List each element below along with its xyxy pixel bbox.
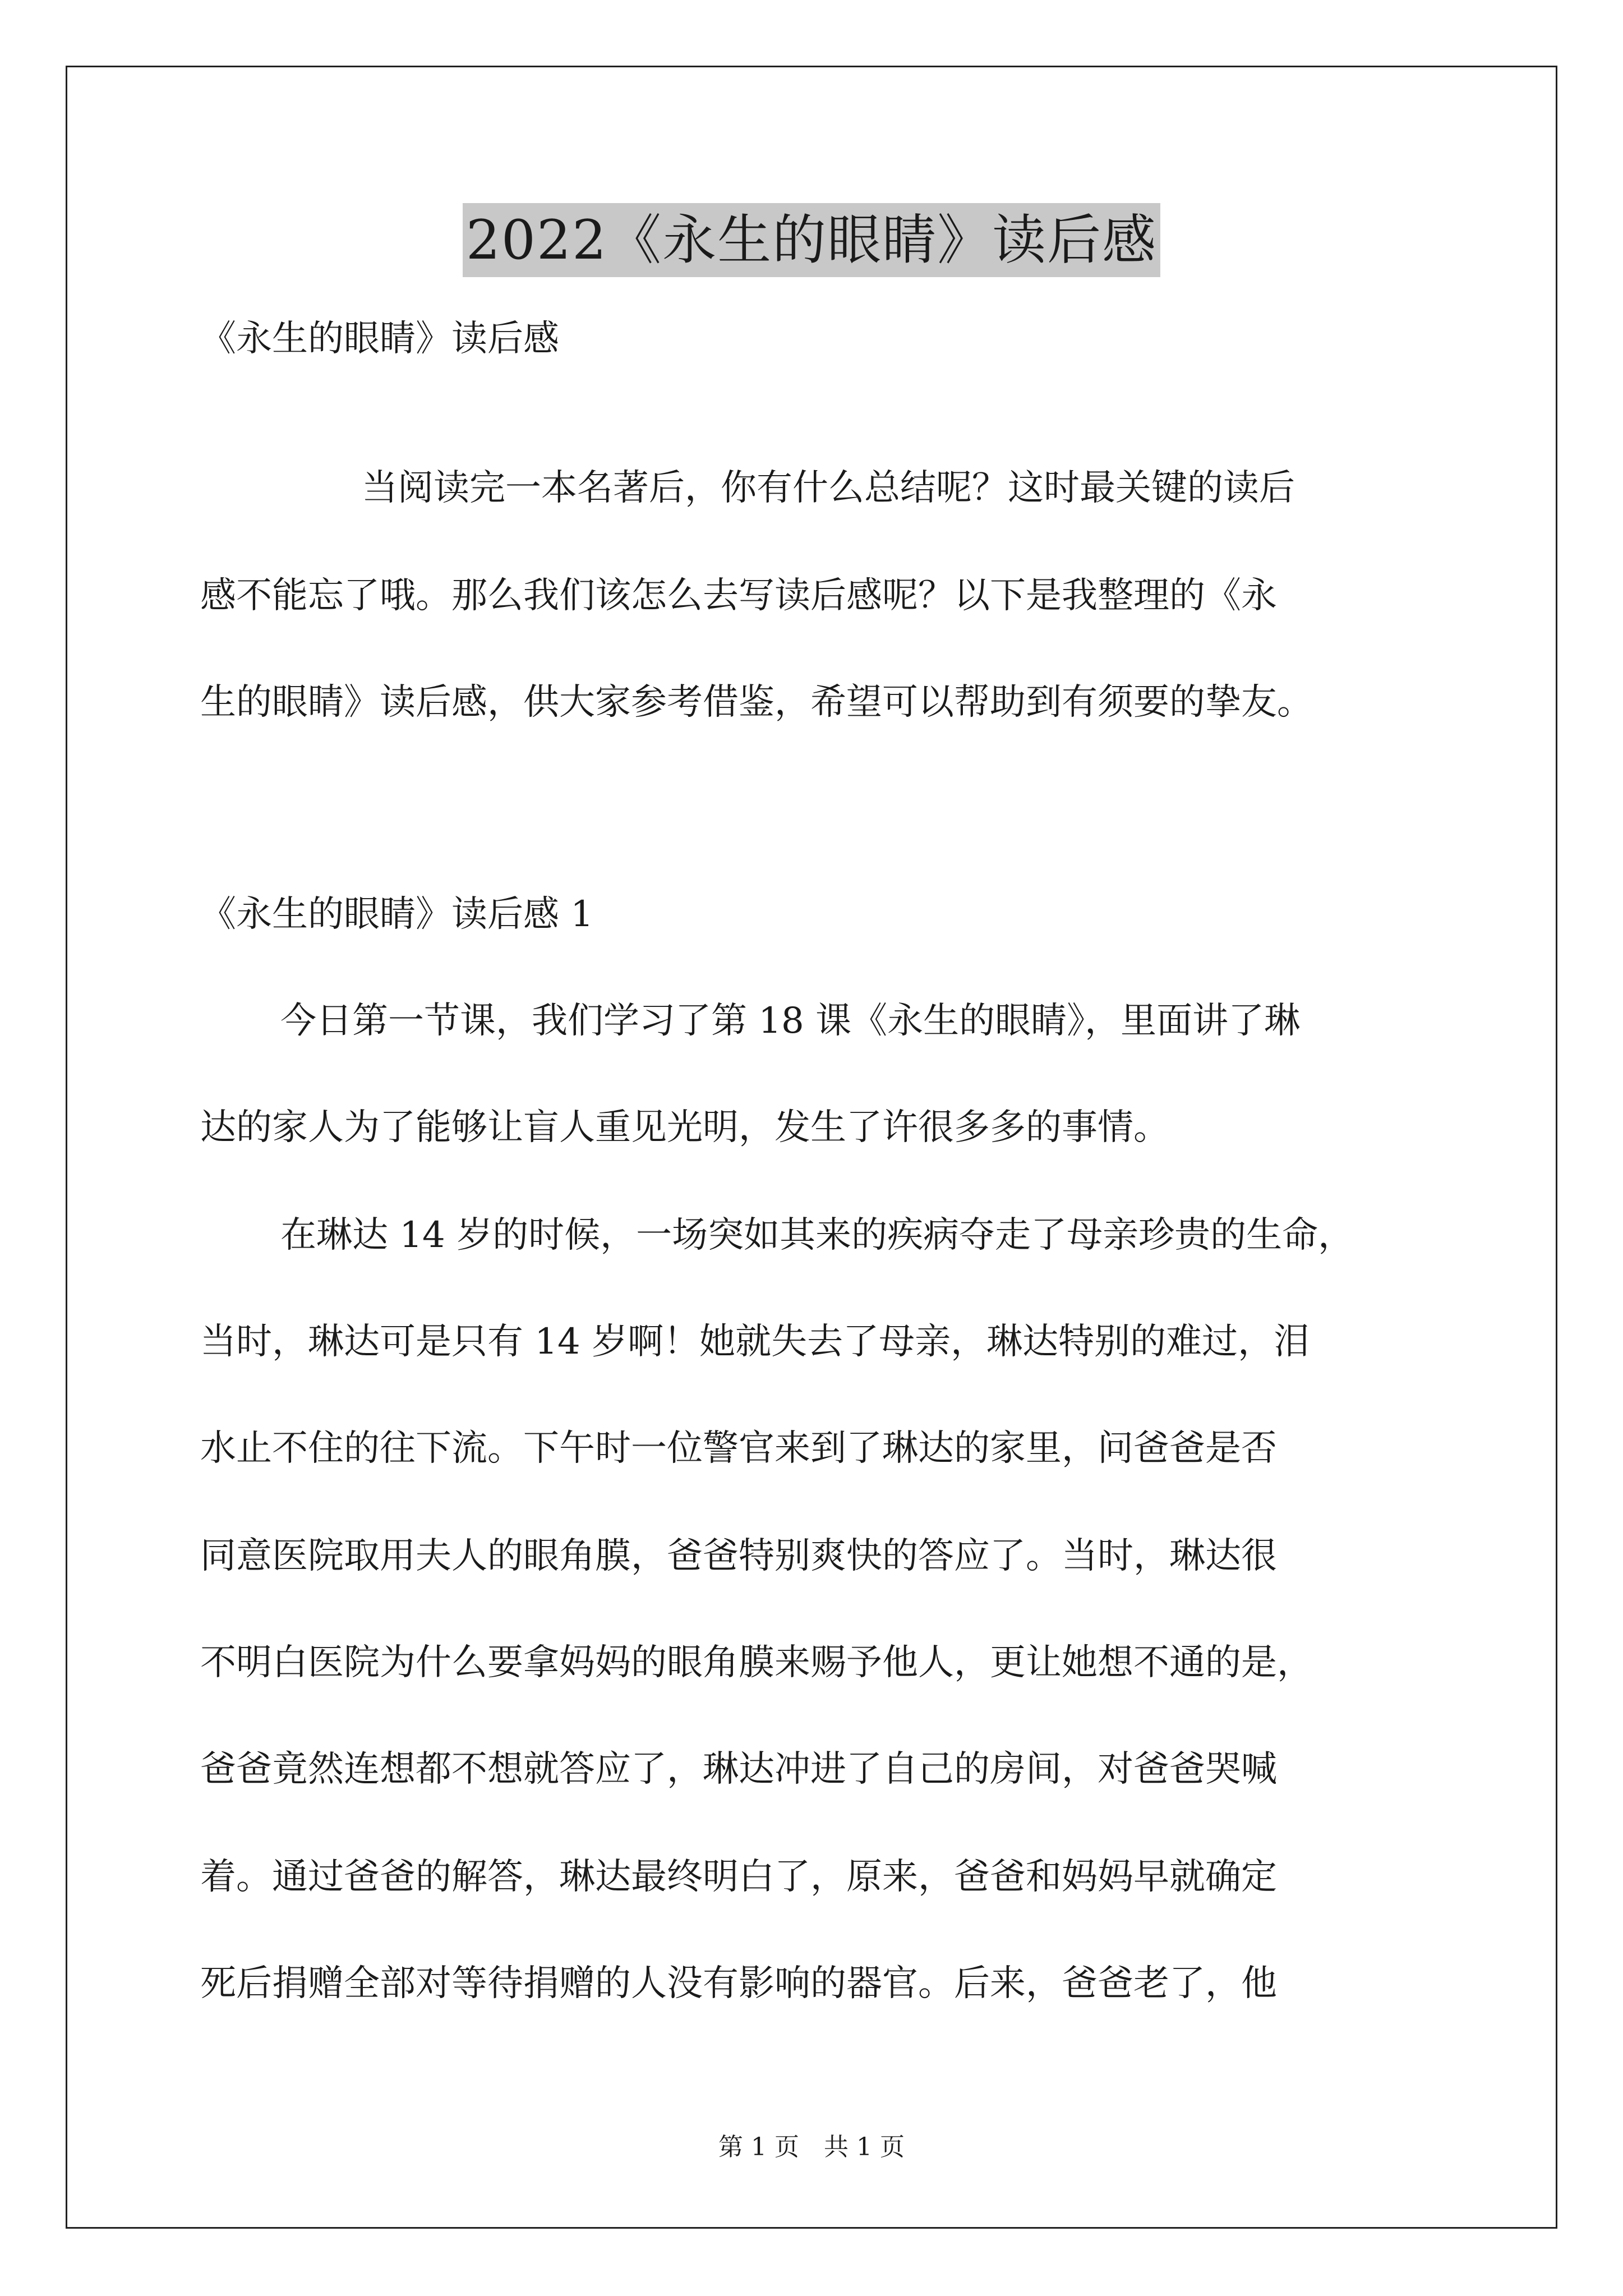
paragraph-line: 达的家人为了能够让盲人重见光明，发生了许很多多的事情。 [200, 1107, 1169, 1148]
paragraph-line: 爸爸竟然连想都不想就答应了，琳达冲进了自己的房间，对爸爸哭喊 [200, 1749, 1277, 1790]
paragraph-line: 死后捐赠全部对等待捐赠的人没有影响的器官。后来，爸爸老了，他 [200, 1963, 1277, 2004]
paragraph-line: 着。通过爸爸的解答，琳达最终明白了，原来，爸爸和妈妈早就确定 [200, 1856, 1277, 1898]
paragraph-line: 今日第一节课，我们学习了第 18 课《永生的眼睛》，里面讲了琳 [280, 1000, 1301, 1042]
document-subtitle: 《永生的眼睛》读后感 [200, 318, 559, 360]
title-container [0, 203, 1623, 277]
intro-line: 感不能忘了哦。那么我们该怎么去写读后感呢？以下是我整理的《永 [200, 575, 1277, 616]
paragraph-line: 水止不住的往下流。下午时一位警官来到了琳达的家里，问爸爸是否 [200, 1428, 1277, 1469]
paragraph-line: 当时，琳达可是只有 14 岁啊！她就失去了母亲，琳达特别的难过，泪 [200, 1321, 1310, 1363]
paragraph-line: 同意医院取用夫人的眼角膜，爸爸特别爽快的答应了。当时，琳达很 [200, 1535, 1277, 1577]
intro-line: 生的眼睛》读后感，供大家参考借鉴，希望可以帮助到有须要的挚友。 [200, 682, 1313, 723]
paragraph-line: 不明白医院为什么要拿妈妈的眼角膜来赐予他人，更让她想不通的是， [200, 1642, 1313, 1683]
section-heading: 《永生的眼睛》读后感 1 [200, 894, 594, 935]
document-title: 2022《永生的眼睛》读后感 [463, 203, 1160, 277]
page-footer: 第 1 页 共 1 页 [718, 2133, 905, 2161]
intro-line: 当阅读完一本名著后，你有什么总结呢？这时最关键的读后 [362, 467, 1295, 509]
paragraph-line: 在琳达 14 岁的时候，一场突如其来的疾病夺走了母亲珍贵的生命， [280, 1214, 1354, 1256]
